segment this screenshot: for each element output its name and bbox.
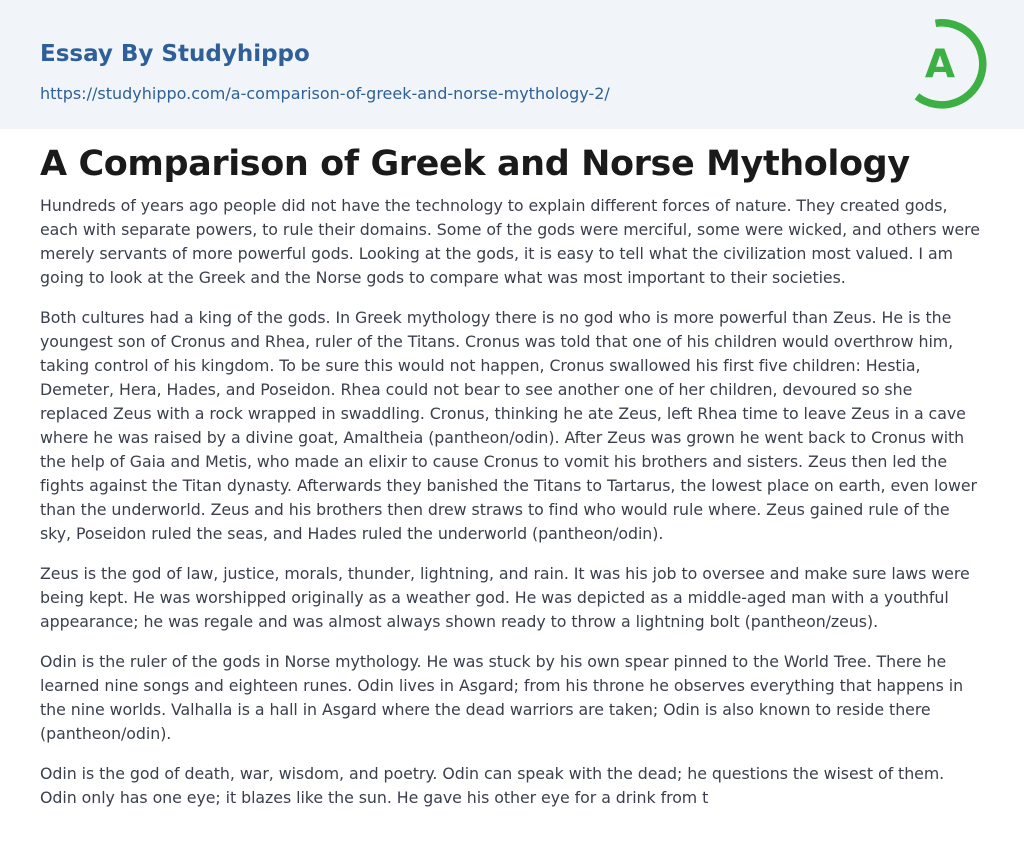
article-paragraph: Odin is the ruler of the gods in Norse mythology. He was stuck by his own spear pinned to the World Tree. There he learned nine songs and eighteen runes. Odin lives in Asgard; from his throne he observes everything that happens in the nine worlds. Valhalla is a hall in Asgard where the dead warriors are taken; Odin is also known to reside there (pantheon/odin). bbox=[40, 652, 964, 743]
article-paragraph: Odin is the god of death, war, wisdom, and poetry. Odin can speak with the dead; he questions the wisest of them. Odin only has one eye; it blazes like the sun. He gave his other eye for a drink from t bbox=[40, 764, 945, 807]
article-paragraph: Zeus is the god of law, justice, morals, thunder, lightning, and rain. It was his job to oversee and make sure laws were being kept. He was worshipped originally as a weather god. He was depicted as a middle-aged man with a youthful appearance; he was regale and was almost always shown ready to throw a lightning bolt (pantheon/zeus). bbox=[40, 564, 970, 631]
site-header bbox=[0, 0, 1024, 129]
site-brand[interactable]: Essay By Studyhippo bbox=[40, 41, 310, 67]
article-title: A Comparison of Greek and Norse Mythology bbox=[40, 144, 910, 184]
article-body bbox=[40, 194, 980, 826]
essay-url-link[interactable]: https://studyhippo.com/a-comparison-of-greek-and-norse-mythology-2/ bbox=[40, 84, 610, 103]
logo-icon bbox=[896, 18, 988, 110]
article-paragraph: Hundreds of years ago people did not have the technology to explain different forces of nature. They created gods, each with separate powers, to rule their domains. Some of the gods were merciful, some were wicked, and others were merely servants of more powerful gods. Looking at the gods, it is easy to tell what the civilization most valued. I am going to look at the Greek and the Norse gods to compare what was most important to their societies. bbox=[40, 196, 980, 287]
logo-letter: A bbox=[924, 42, 956, 87]
article-paragraph: Both cultures had a king of the gods. In Greek mythology there is no god who is more powerful than Zeus. He is the youngest son of Cronus and Rhea, ruler of the Titans. Cronus was told that one of his children would overthrow him, taking control of his kingdom. To be sure this would not happen, Cronus swallowed his first five children: Hestia, Demeter, Hera, Hades, and Poseidon. Rhea could not bear to see another one of her children, devoured so she replaced Zeus with a rock wrapped in swaddling. Cronus, thinking he ate Zeus, left Rhea time to leave Zeus in a cave where he was raised by a divine goat, Amaltheia (pantheon/odin). After Zeus was grown he went back to Cronus with the help of Gaia and Metis, who made an elixir to cause Cronus to vomit his brothers and sisters. Zeus then led the fights against the Titan dynasty. Afterwards they banished the Titans to Tartarus, the lowest place on earth, even lower than the underworld. Zeus and his brothers then drew straws to find who would rule where. Zeus gained rule of the sky, Poseidon ruled the seas, and Hades ruled the underworld (pantheon/odin). bbox=[40, 308, 977, 543]
studyhippo-logo[interactable] bbox=[896, 18, 988, 110]
